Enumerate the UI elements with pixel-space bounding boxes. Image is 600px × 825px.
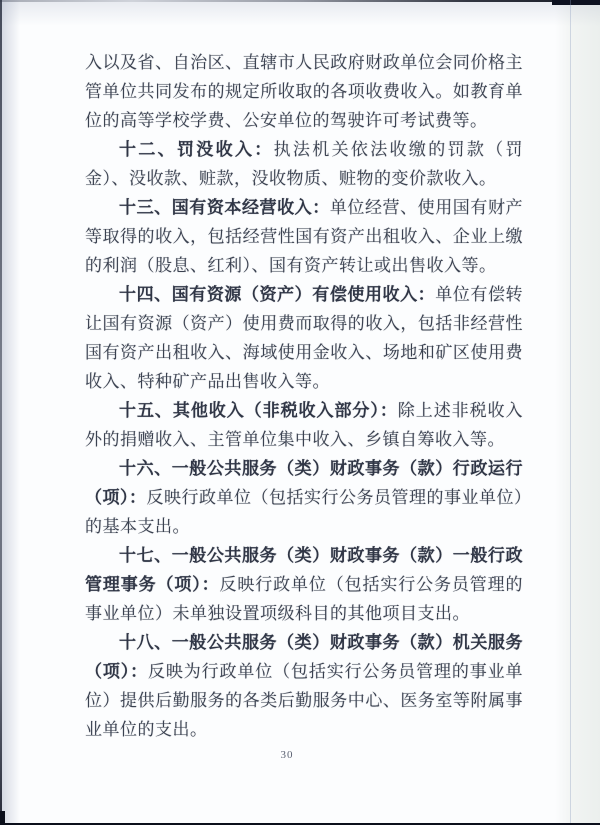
clause-heading: 十六、一般公共服务（类）财政事务（款）行政运行（项）： — [85, 459, 523, 507]
clause-heading: 十二、罚没收入： — [119, 140, 274, 159]
scan-artifact-right-fold-line — [570, 0, 571, 825]
document-body-text — [85, 48, 523, 744]
paragraph: 十七、一般公共服务（类）财政事务（款）一般行政管理事务（项）：反映行政单位（包括实行公务员管理的事业单位）未单独设置项级科目的其他项目支出。 — [85, 546, 523, 623]
paragraph: 十四、国有资源（资产）有偿使用收入：单位有偿转让国有资源（资产）使用费而取得的收入，包括非经营性国有资产出租收入、海域使用金收入、场地和矿区使用费收入、特种矿产品出售收入等。 — [85, 285, 524, 391]
scan-artifact-top-right-corner — [552, 0, 600, 5]
paragraph: 十五、其他收入（非税收入部分）：除上述非税收入外的捐赠收入、主管单位集中收入、乡镇自筹收入等。 — [85, 401, 524, 449]
scan-artifact-left-edge — [0, 0, 2, 825]
paragraph: 十六、一般公共服务（类）财政事务（款）行政运行（项）：反映行政单位（包括实行公务员管理的事业单位）的基本支出。 — [85, 459, 523, 536]
paragraph: 十二、罚没收入：执法机关依法收缴的罚款（罚金）、没收款、赃款，没收物质、赃物的变价款收入。 — [85, 140, 524, 188]
clause-heading: 十五、其他收入（非税收入部分）： — [119, 401, 398, 420]
clause-heading: 十四、国有资源（资产）有偿使用收入： — [119, 285, 436, 304]
paragraph: 十八、一般公共服务（类）财政事务（款）机关服务（项）：反映为行政单位（包括实行公务员管理的事业单位）提供后勤服务的各类后勤服务中心、医务室等附属事业单位的支出。 — [85, 633, 523, 739]
scan-artifact-bottom-left-corner — [0, 811, 5, 825]
page-number: 30 — [280, 749, 294, 761]
clause-heading: 十八、一般公共服务（类）财政事务（款）机关服务（项）： — [85, 633, 523, 681]
clause-heading: 十三、国有资本经营收入： — [119, 198, 330, 217]
paragraph: 入以及省、自治区、直辖市人民政府财政单位会同价格主管单位共同发布的规定所收取的各项收费收入。如教育单位的高等学校学费、公安单位的驾驶许可考试费等。 — [85, 53, 523, 130]
scan-artifact-top-edge — [0, 0, 600, 2]
paragraph: 十三、国有资本经营收入：单位经营、使用国有财产等取得的收入，包括经营性国有资产出租收入、企业上缴的利润（股息、红利）、国有资产转让或出售收入等。 — [85, 198, 524, 275]
clause-heading: 十七、一般公共服务（类）财政事务（款）一般行政管理事务（项）： — [85, 546, 523, 594]
